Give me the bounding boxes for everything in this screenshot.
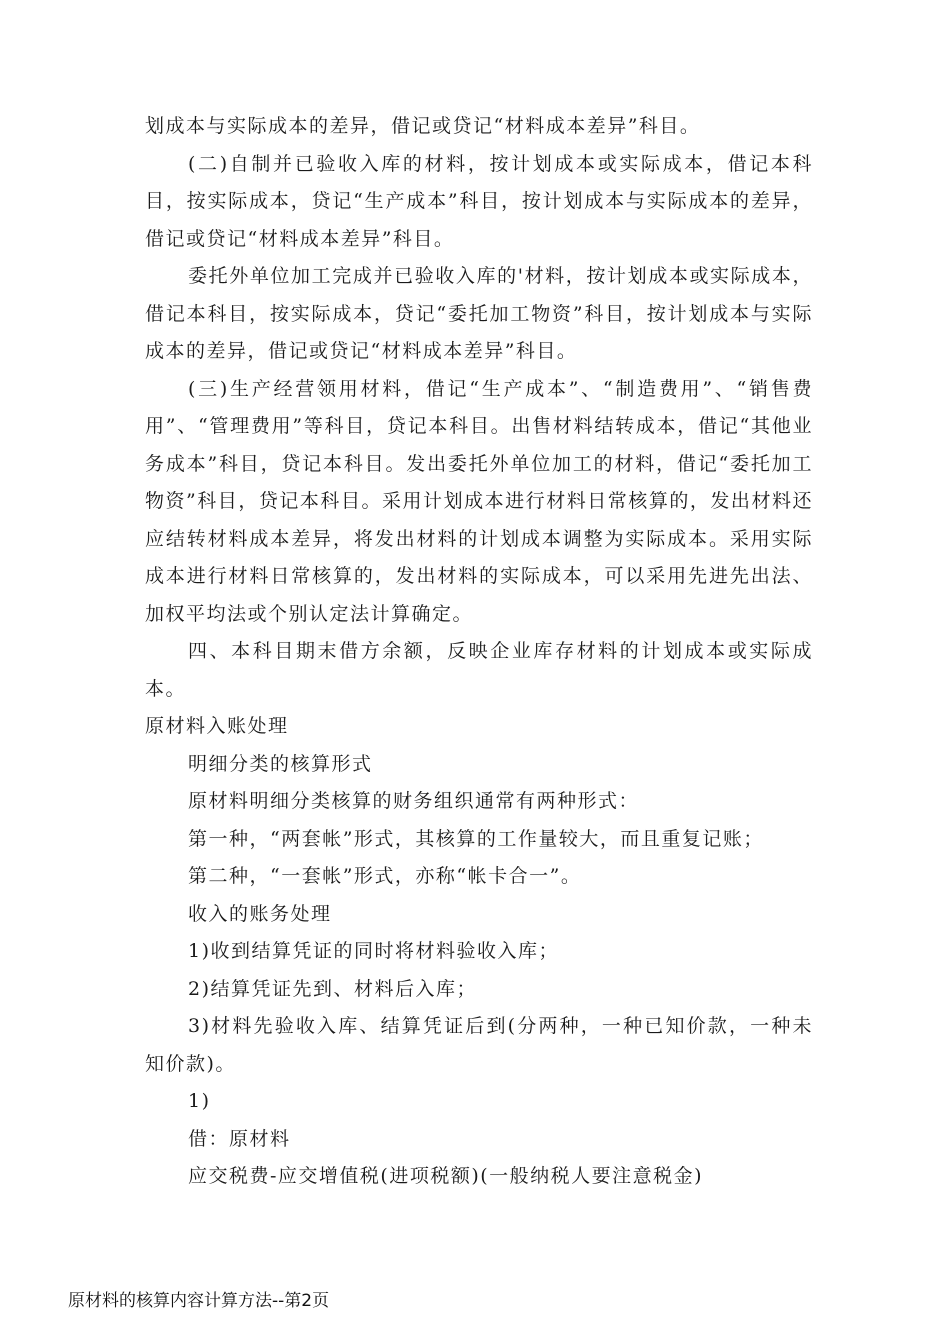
paragraph-14: 3)材料先验收入库、结算凭证后到(分两种，一种已知价款，一种未知价款)。 (145, 1015, 813, 1075)
paragraph-2: (二)自制并已验收入库的材料，按计划成本或实际成本，借记本科目，按实际成本，贷记“生产成本”科目，按计划成本与实际成本的差异，借记或贷记“材料成本差异”科目。 (145, 152, 813, 250)
paragraph-13: 2)结算凭证先到、材料后入库； (188, 977, 478, 1000)
paragraph-11: 收入的账务处理 (188, 902, 332, 925)
section-heading: 原材料入账处理 (145, 715, 289, 737)
paragraph-5: 四、本科目期末借方余额，反映企业库存材料的计划成本或实际成本。 (145, 640, 813, 700)
paragraph-10: 第二种，“一套帐”形式，亦称“帐卡合一”。 (188, 865, 582, 887)
page-footer: 原材料的核算内容计算方法--第2页 (68, 1291, 330, 1311)
paragraph-3: 委托外单位加工完成并已验收入库的'材料，按计划成本或实际成本，借记本科目，按实际成本，贷记“委托加工物资”科目，按计划成本与实际成本的差异，借记或贷记“材料成本差异”科目。 (145, 265, 813, 362)
paragraph-15: 1) (188, 1090, 211, 1112)
paragraph-8: 原材料明细分类核算的财务组织通常有两种形式： (188, 790, 640, 812)
document-body (145, 108, 813, 1196)
paragraph-17: 应交税费-应交增值税(进项税额)(一般纳税人要注意税金) (188, 1165, 704, 1187)
paragraph-1: 划成本与实际成本的差异，借记或贷记“材料成本差异”科目。 (145, 115, 701, 137)
paragraph-7: 明细分类的核算形式 (188, 752, 373, 775)
paragraph-16: 借：原材料 (188, 1127, 291, 1150)
paragraph-9: 第一种，“两套帐”形式，其核算的工作量较大，而且重复记账； (188, 827, 764, 850)
paragraph-12: 1)收到结算凭证的同时将材料验收入库； (188, 940, 560, 962)
paragraph-4: (三)生产经营领用材料，借记“生产成本”、“制造费用”、“销售费用”、“管理费用”等科目，贷记本科目。出售材料结转成本，借记“其他业务成本”科目，贷记本科目。发出委托外单位加工的材料，借记“委托加工物资”科目，贷记本科目。采用计划成本进行材料日常核算的，发出材料还应结转材料成本差异，将发出材料的计划成本调整为实际成本。采用实际成本进行材料日常核算的，发出材料的实际成本，可以采用先进先出法、加权平均法或个别认定法计算确定。 (145, 377, 813, 625)
